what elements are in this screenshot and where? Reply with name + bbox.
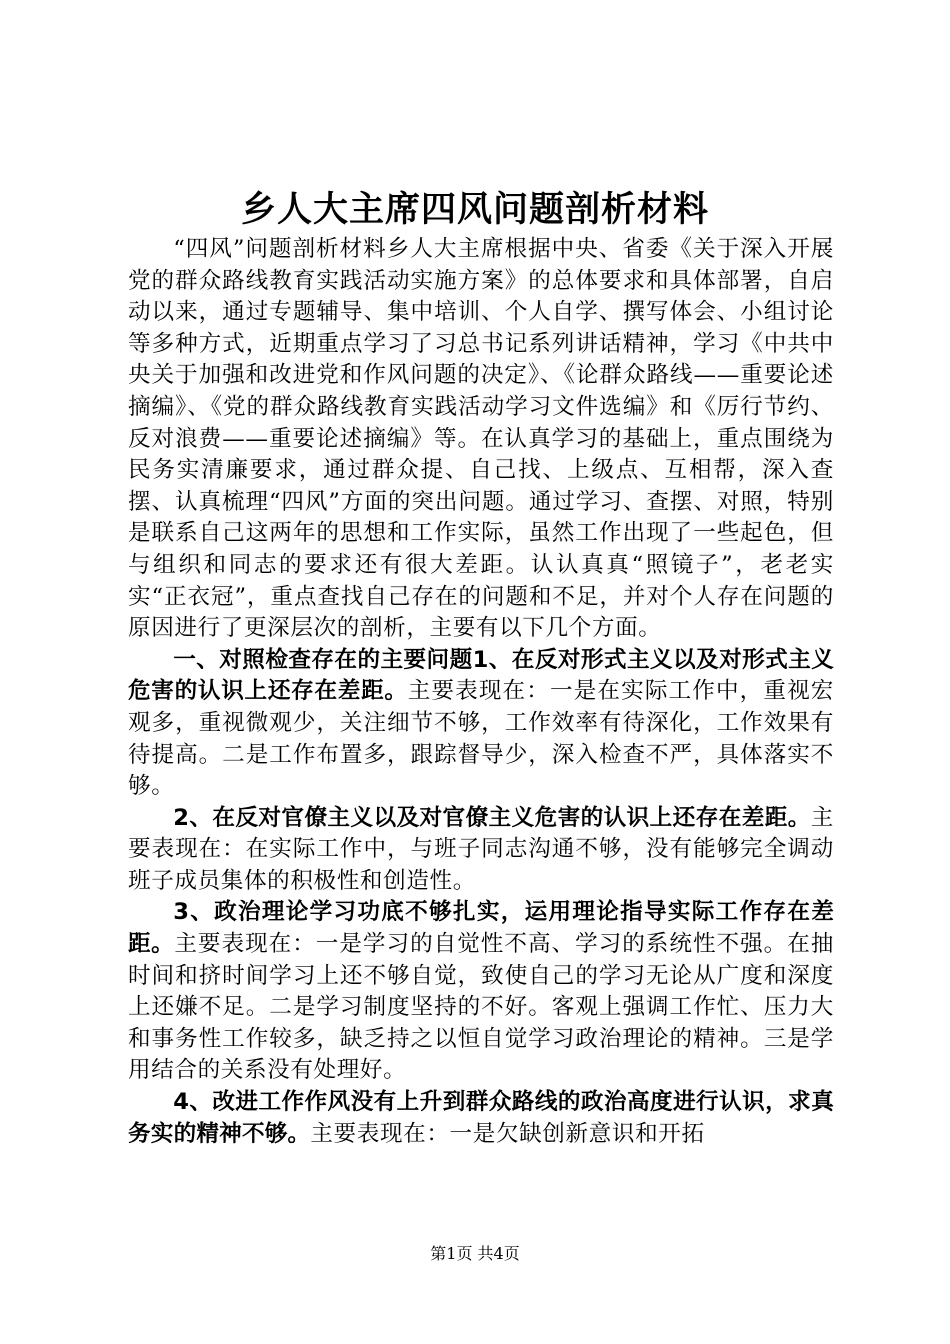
paragraph-issue-3 <box>128 897 834 1087</box>
paragraph-lead: 2、在反对官僚主义以及对官僚主义危害的认识上还存在差距。 <box>173 804 811 831</box>
document-title: 乡人大主席四风问题剖析材料 <box>240 189 709 230</box>
paragraph-issue-1 <box>128 645 834 803</box>
paragraph-text: 主要表现在：一是欠缺创新意识和开拓 <box>310 1120 705 1147</box>
paragraph-lead: 4、改进工作作风没有上升到群众路线的政治高度进行认识，求真务实的精神不够。 <box>128 1089 834 1147</box>
paragraph-text: 主要表现在：一是在实际工作中，重视宏观多，重视微观少，关注细节不够，工作效率有待深化，工作效果有待提高。二是工作布置多，跟踪督导少，深入检查不严，具体落实不够。 <box>128 678 834 800</box>
paragraph-issue-4 <box>128 1087 834 1150</box>
paragraph-text: “四风”问题剖析材料乡人大主席根据中央、省委《关于深入开展党的群众路线教育实践活动实施方案》的总体要求和具体部署，自启动以来，通过专题辅导、集中培训、个人自学、撰写体会、小组讨论等多种方式，近期重点学习了习总书记系列讲话精神，学习《中共中央关于加强和改进党和作风问题的决定》、《论群众路线——重要论述摘编》、《党的群众路线教育实践活动学习文件选编》和《厉行节约、反对浪费——重要论述摘编》等。在认真学习的基础上，重点围绕为民务实清廉要求，通过群众提、自己找、上级点、互相帮，深入查摆、认真梳理“四风”方面的突出问题。通过学习、查摆、对照，特别是联系自己这两年的思想和工作实际，虽然工作出现了一些起色，但与组织和同志的要求还有很大差距。认认真真“照镜子”，老老实实“正衣冠”，重点查找自己存在的问题和不足，并对个人存在问题的原因进行了更深层次的剖析，主要有以下几个方面。 <box>128 236 834 642</box>
page-number-footer: 第1页 共4页 <box>430 1244 520 1263</box>
paragraph-text: 主要表现在：在实际工作中，与班子同志沟通不够，没有能够完全调动班子成员集体的积极性和创造性。 <box>128 804 834 894</box>
paragraph-intro <box>128 234 834 645</box>
paragraph-lead: 一、对照检查存在的主要问题1、在反对形式主义以及对形式主义危害的认识上还存在差距。 <box>128 646 834 705</box>
paragraph-text: 主要表现在：一是学习的自觉性不高、学习的系统性不强。在抽时间和挤时间学习上还不够自觉，致使自己的学习无论从广度和深度上还嫌不足。二是学习制度坚持的不好。客观上强调工作忙、压力大和事务性工作较多，缺乏持之以恒自觉学习政治理论的精神。三是学用结合的关系没有处理好。 <box>128 931 834 1084</box>
paragraph-issue-2 <box>128 803 834 898</box>
document-body <box>128 234 834 1150</box>
paragraph-lead: 3、政治理论学习功底不够扎实，运用理论指导实际工作存在差距。 <box>128 899 834 958</box>
